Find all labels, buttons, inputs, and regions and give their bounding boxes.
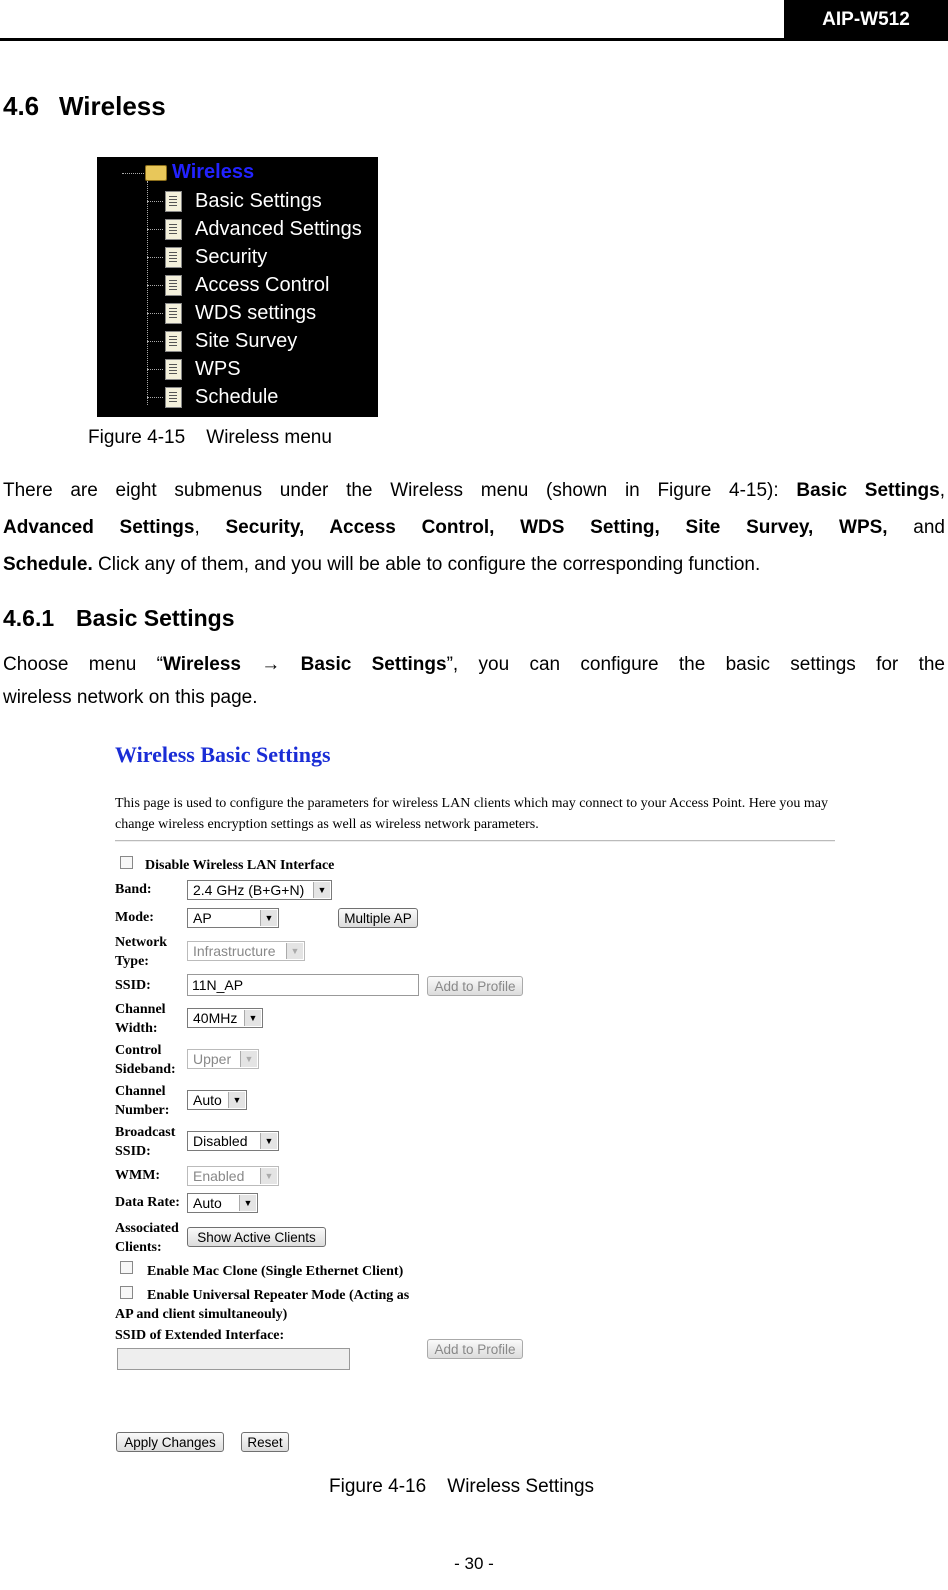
mode-label: Mode: [115, 910, 154, 925]
channel-number-label: Channel Number: [115, 1084, 170, 1118]
document-icon [165, 275, 182, 296]
chevron-down-icon: ▼ [239, 1195, 256, 1211]
figure-caption: Figure 4-16 Wireless Settings [329, 1476, 595, 1497]
subsection-number: 4.6.1 [3, 605, 55, 631]
menu-item-schedule[interactable] [147, 383, 278, 411]
menu-item-wps[interactable] [147, 355, 241, 383]
divider [115, 840, 835, 842]
menu-root[interactable] [145, 161, 254, 184]
data-rate-select[interactable] [187, 1193, 258, 1213]
menu-item-label: Schedule [195, 385, 279, 408]
subsection-title: Basic Settings [76, 605, 235, 631]
channel-width-select[interactable] [187, 1008, 263, 1028]
associated-clients-label: Associated Clients: [115, 1221, 179, 1255]
wmm-value: Enabled [193, 1168, 245, 1184]
repeater-mode-checkbox[interactable] [120, 1286, 133, 1299]
menu-item-label: WPS [195, 357, 241, 380]
network-type-value: Infrastructure [193, 943, 276, 959]
page-number: - 30 - [454, 1554, 494, 1573]
document-icon [165, 387, 182, 408]
extended-ssid-input[interactable] [117, 1348, 350, 1370]
disable-wlan-label: Disable Wireless LAN Interface [145, 858, 335, 873]
wireless-basic-settings-screenshot [112, 735, 847, 1455]
menu-item-access-control[interactable] [147, 271, 330, 299]
menu-root-label: Wireless [172, 161, 255, 183]
settings-page-description: This page is used to configure the parameters for wireless LAN clients which may connect to your Access Point. Here you may change wireless encryption settings as well as wireless network parameters. [115, 796, 829, 832]
channel-number-select[interactable] [187, 1090, 247, 1110]
section-number: 4.6 [3, 91, 40, 121]
document-icon [165, 247, 182, 268]
ssid-input[interactable]: 11N_AP [187, 974, 419, 996]
broadcast-ssid-value: Disabled [193, 1133, 248, 1149]
repeater-mode-label: Enable Universal Repeater Mode (Acting as [147, 1288, 410, 1303]
chevron-down-icon: ▼ [240, 1051, 257, 1067]
subsection-heading [3, 605, 235, 632]
model-tab: AIP-W512 [784, 0, 948, 40]
multiple-ap-button[interactable]: Multiple AP [338, 908, 418, 928]
menu-item-advanced-settings[interactable] [147, 215, 362, 243]
menu-item-label: Access Control [195, 273, 330, 296]
repeater-mode-label-cont: AP and client simultaneouly) [115, 1307, 288, 1322]
mac-clone-label: Enable Mac Clone (Single Ethernet Client) [147, 1264, 404, 1279]
document-icon [165, 359, 182, 380]
chevron-down-icon: ▼ [286, 943, 303, 959]
wmm-select[interactable] [187, 1166, 279, 1186]
figure-caption: Figure 4-15 Wireless menu [88, 427, 332, 448]
add-to-profile-button[interactable]: Add to Profile [427, 976, 523, 996]
apply-changes-button[interactable]: Apply Changes [116, 1432, 224, 1452]
section-title: Wireless [59, 91, 166, 121]
wmm-label: WMM: [115, 1168, 161, 1183]
disable-wlan-checkbox[interactable] [120, 856, 133, 869]
channel-width-label: Channel Width: [115, 1002, 166, 1036]
menu-item-wds-settings[interactable] [147, 299, 316, 327]
mac-clone-checkbox[interactable] [120, 1261, 133, 1274]
folder-icon [145, 165, 167, 181]
chevron-down-icon: ▼ [244, 1010, 261, 1026]
channel-number-value: Auto [193, 1092, 222, 1108]
intro-paragraph: There are eight submenus under the Wireless menu (shown in Figure 4-15): Basic Settings, Advanced Settings, Security, Access Control, WDS Setting, Site Survey, WPS, and Schedule. Click any of them, and you will be able to configure the corresponding function. [3, 480, 946, 575]
tree-connector [122, 173, 144, 174]
menu-item-label: Site Survey [195, 329, 298, 352]
control-sideband-label: Control Sideband: [115, 1043, 176, 1077]
settings-page-title: Wireless Basic Settings [115, 742, 331, 767]
menu-item-security[interactable] [147, 243, 267, 271]
band-select[interactable] [187, 880, 332, 900]
chevron-down-icon: ▼ [228, 1092, 245, 1108]
menu-item-label: Advanced Settings [195, 217, 362, 240]
reset-button[interactable]: Reset [241, 1432, 289, 1452]
extended-ssid-label: SSID of Extended Interface: [115, 1328, 285, 1343]
chevron-down-icon: ▼ [260, 1133, 277, 1149]
menu-item-site-survey[interactable] [147, 327, 297, 355]
section-heading [3, 91, 166, 122]
wireless-menu-screenshot [97, 157, 378, 417]
data-rate-value: Auto [193, 1195, 222, 1211]
mode-select[interactable] [187, 908, 279, 928]
network-type-label: Network Type: [115, 935, 168, 969]
band-label: Band: [115, 882, 152, 897]
document-icon [165, 303, 182, 324]
broadcast-ssid-label: Broadcast SSID: [115, 1125, 176, 1159]
ssid-label: SSID: [115, 978, 151, 993]
band-value: 2.4 GHz (B+G+N) [193, 882, 305, 898]
chevron-down-icon: ▼ [260, 1168, 277, 1184]
control-sideband-select[interactable] [187, 1049, 259, 1069]
menu-item-label: WDS settings [195, 301, 317, 324]
control-sideband-value: Upper [193, 1051, 232, 1067]
menu-item-basic-settings[interactable] [147, 187, 322, 215]
broadcast-ssid-select[interactable] [187, 1131, 279, 1151]
data-rate-label: Data Rate: [115, 1195, 180, 1210]
network-type-select[interactable] [187, 941, 305, 961]
chevron-down-icon: ▼ [313, 882, 330, 898]
extended-add-to-profile-button[interactable]: Add to Profile [427, 1339, 523, 1359]
document-icon [165, 219, 182, 240]
document-icon [165, 191, 182, 212]
show-active-clients-button[interactable]: Show Active Clients [187, 1227, 326, 1247]
menu-item-label: Basic Settings [195, 189, 322, 212]
choose-paragraph: Choose menu “Wireless → Basic Settings”, you can configure the basic settings for the wireless network on this page. [3, 654, 945, 708]
mode-value: AP [193, 910, 212, 926]
channel-width-value: 40MHz [193, 1010, 238, 1026]
chevron-down-icon: ▼ [260, 910, 277, 926]
menu-item-label: Security [195, 245, 268, 268]
document-icon [165, 331, 182, 352]
